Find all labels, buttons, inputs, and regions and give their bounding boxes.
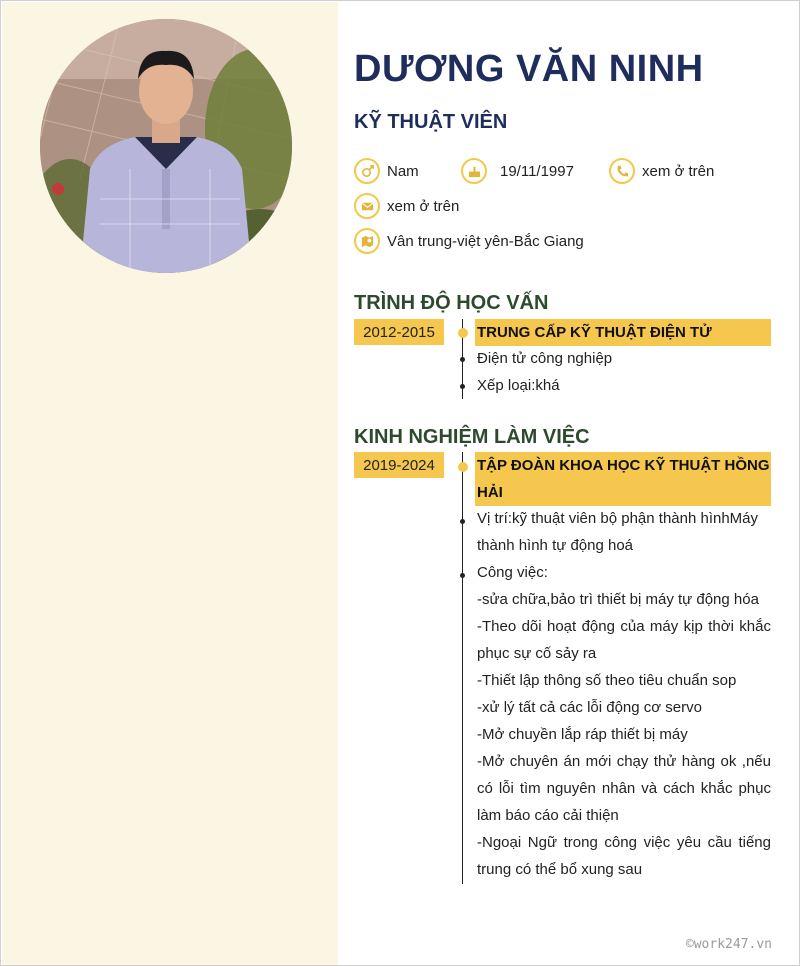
education-line: Điện tử công nghiệp [477, 350, 613, 367]
candidate-name: DƯƠNG VĂN NINH [354, 48, 704, 90]
duty-item: -Ngoại Ngữ trong công việc yêu cầu tiếng trung có thể bổ xung sau [477, 834, 771, 878]
info-birthday [461, 158, 574, 184]
duty-item: -Thiết lập thông số theo tiêu chuẩn sop [477, 672, 737, 689]
duty-item: -Theo dõi hoạt động của máy kịp thời khắc phục sự cố sảy ra [477, 618, 771, 662]
phone-icon [609, 158, 635, 184]
avatar [40, 19, 292, 273]
timeline-dot [460, 357, 465, 362]
company-line: TẬP ĐOÀN KHOA HỌC KỸ THUẬT HỒNG [477, 457, 770, 474]
avatar-photo [40, 19, 292, 273]
main-content [354, 1, 774, 966]
education-period: 2012-2015 [354, 319, 444, 345]
timeline-dot [458, 328, 468, 338]
birthday-value: 19/11/1997 [500, 162, 574, 180]
gender-value: Nam [387, 162, 419, 180]
duty-item: -Mở chuyền lắp ráp thiết bị máy [477, 726, 688, 743]
position-line: Vị trí:kỹ thuật viên bộ phận thành hìnhMáy [477, 510, 759, 527]
duties-label: Công việc: [477, 564, 548, 581]
mail-icon [354, 193, 380, 219]
education-line: Xếp loại:khá [477, 377, 560, 394]
gender-icon [354, 158, 380, 184]
company-line: HẢI [477, 484, 503, 501]
timeline-dot [460, 573, 465, 578]
email-value: xem ở trên [387, 197, 460, 215]
info-address [354, 228, 584, 254]
experience-period: 2019-2024 [354, 452, 444, 478]
timeline-dot [460, 384, 465, 389]
info-email [354, 193, 459, 219]
info-gender [354, 158, 419, 184]
position-line: thành hình tự động hoá [477, 537, 634, 554]
timeline-dot [460, 519, 465, 524]
experience-title: KINH NGHIỆM LÀM VIỆC [354, 426, 590, 448]
address-value: Vân trung-việt yên-Bắc Giang [387, 232, 584, 250]
experience-timeline [462, 452, 463, 884]
info-phone [609, 158, 714, 184]
experience-position [477, 505, 771, 559]
candidate-role: KỸ THUẬT VIÊN [354, 111, 508, 133]
timeline-dot [458, 462, 468, 472]
phone-value: xem ở trên [642, 162, 715, 180]
duty-item: -sửa chữa,bảo trì thiết bị máy tự động hóa [477, 591, 759, 608]
cake-icon [461, 158, 487, 184]
watermark: ©work247.vn [685, 937, 772, 952]
map-icon [354, 228, 380, 254]
education-title: TRÌNH ĐỘ HỌC VẤN [354, 292, 549, 314]
education-school: TRUNG CẤP KỸ THUẬT ĐIỆN TỬ [475, 319, 771, 346]
duty-item: -Mở chuyên án mới chạy thử hàng ok ,nếu có lỗi tìm nguyên nhân và cách khắc phục làm báo cáo cải thiện [477, 753, 771, 824]
experience-company [475, 452, 771, 506]
duty-item: -xử lý tất cả các lỗi động cơ servo [477, 699, 702, 716]
sidebar [2, 2, 338, 965]
